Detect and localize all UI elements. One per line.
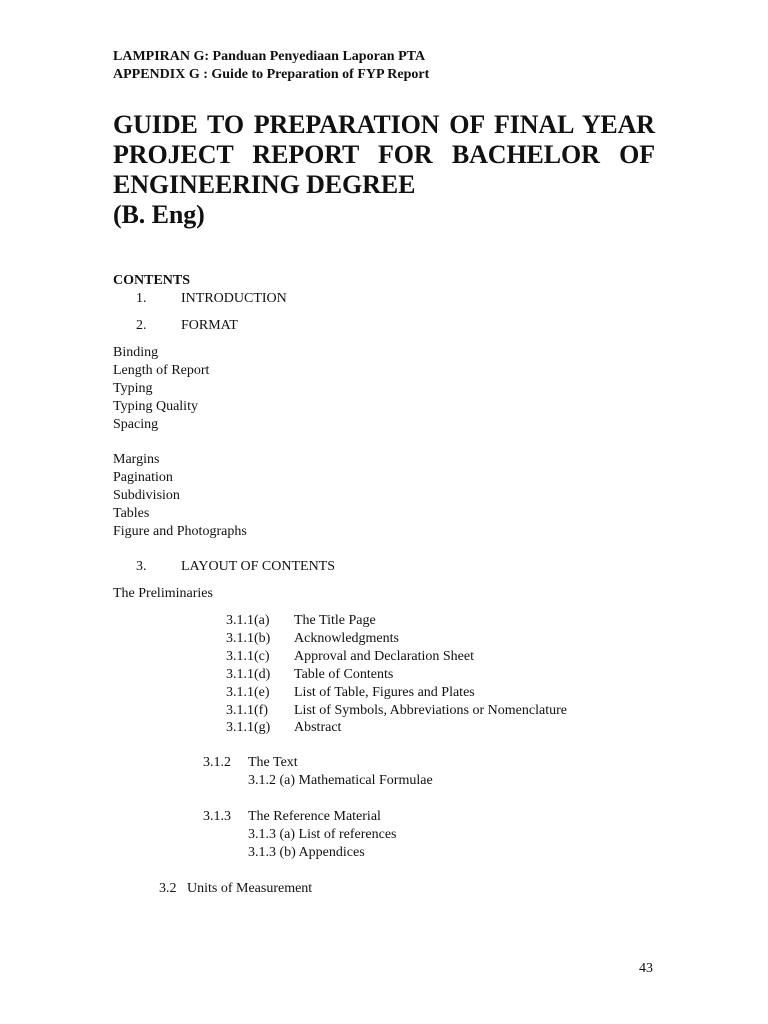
prelim-text: Acknowledgments <box>294 631 399 646</box>
prelim-text: List of Table, Figures and Plates <box>294 685 475 700</box>
format-item-binding: Binding <box>113 345 159 360</box>
prelim-text: Table of Contents <box>294 667 394 682</box>
header-line-english: APPENDIX G : Guide to Preparation of FYP Report <box>113 67 430 82</box>
section-3-number: 3. <box>136 559 147 574</box>
section-1-label: INTRODUCTION <box>181 291 287 306</box>
section-3-1-3-b: 3.1.3 (b) Appendices <box>248 845 365 860</box>
prelim-code: 3.1.1(e) <box>226 685 270 700</box>
contents-heading: CONTENTS <box>113 273 191 288</box>
header-line-malay: LAMPIRAN G: Panduan Penyediaan Laporan PTA <box>113 49 426 64</box>
format-item-spacing: Spacing <box>113 417 159 432</box>
section-3-1-3-code: 3.1.3 <box>203 809 231 824</box>
format-item-subdivision: Subdivision <box>113 488 180 503</box>
document-title <box>113 110 655 230</box>
prelim-code: 3.1.1(a) <box>226 613 270 628</box>
prelim-code: 3.1.1(d) <box>226 667 271 682</box>
format-item-margins: Margins <box>113 452 160 467</box>
section-3-2: 3.2 Units of Measurement <box>159 881 313 896</box>
prelim-text: Abstract <box>294 720 342 735</box>
format-item-typing: Typing <box>113 381 153 396</box>
section-3-1-2-a: 3.1.2 (a) Mathematical Formulae <box>248 773 433 788</box>
section-1-number: 1. <box>136 291 147 306</box>
title-line-4: (B. Eng) <box>113 200 205 229</box>
prelim-text: Approval and Declaration Sheet <box>294 649 474 664</box>
section-3-1-2-text: The Text <box>248 755 298 770</box>
title-line-1: GUIDE TO PREPARATION OF FINAL YEAR <box>113 110 655 139</box>
prelim-code: 3.1.1(b) <box>226 631 271 646</box>
section-3-1-3-text: The Reference Material <box>248 809 381 824</box>
format-item-pagination: Pagination <box>113 470 173 485</box>
prelim-code: 3.1.1(c) <box>226 649 270 664</box>
prelim-text: List of Symbols, Abbreviations or Nomenclature <box>294 703 567 718</box>
page-number: 43 <box>639 961 653 976</box>
title-line-2: PROJECT REPORT FOR BACHELOR OF <box>113 140 655 169</box>
section-3-1-2-code: 3.1.2 <box>203 755 231 770</box>
prelim-code: 3.1.1(g) <box>226 720 271 735</box>
section-2-number: 2. <box>136 318 147 333</box>
format-item-length: Length of Report <box>113 363 210 378</box>
prelim-text: The Title Page <box>294 613 376 628</box>
format-item-figures: Figure and Photographs <box>113 524 247 539</box>
section-3-label: LAYOUT OF CONTENTS <box>181 559 336 574</box>
format-item-tables: Tables <box>113 506 150 521</box>
prelim-code: 3.1.1(f) <box>226 703 268 718</box>
format-item-typing-quality: Typing Quality <box>113 399 198 414</box>
preliminaries-heading: The Preliminaries <box>113 586 213 601</box>
section-2-label: FORMAT <box>181 318 238 333</box>
title-line-3: ENGINEERING DEGREE <box>113 170 416 199</box>
section-3-1-3-a: 3.1.3 (a) List of references <box>248 827 397 842</box>
